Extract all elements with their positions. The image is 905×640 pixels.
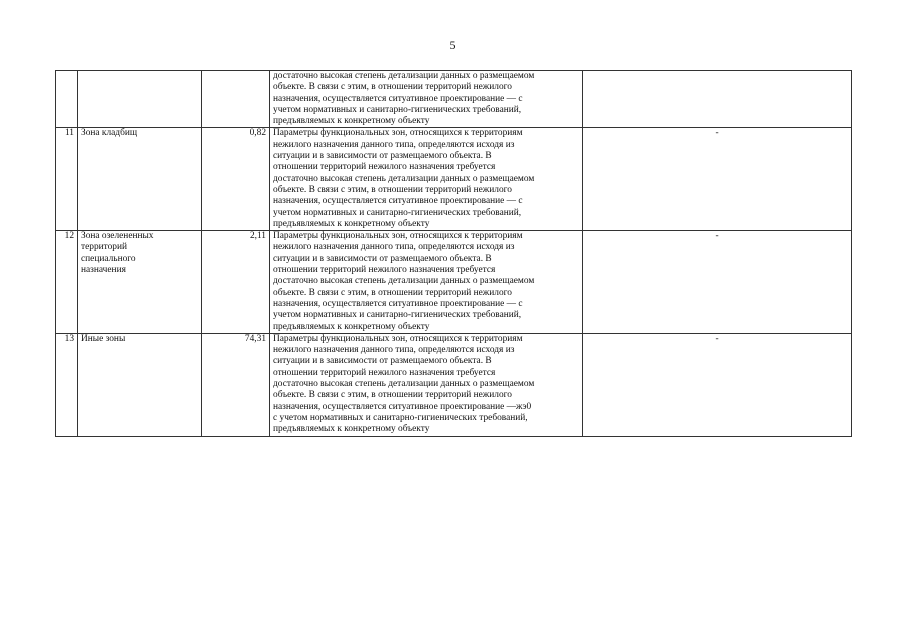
zone-extra — [583, 71, 852, 128]
functional-zones-table — [55, 70, 852, 437]
zone-name: Зона озелененных территорий специального назначения — [78, 231, 202, 334]
row-number: 12 — [56, 231, 78, 334]
row-number: 11 — [56, 128, 78, 231]
zone-area: 74,31 — [202, 333, 270, 436]
zone-area — [202, 71, 270, 128]
zone-name: Зона кладбищ — [78, 128, 202, 231]
zone-extra: - — [583, 128, 852, 231]
table-row — [56, 71, 852, 128]
table-row — [56, 128, 852, 231]
zone-parameters: достаточно высокая степень детализации данных о размещаемом объекте. В связи с этим, в отношении территорий нежилого назначения, осуществляется ситуативное проектирование — с учетом нормативных и санитарно-гигиенических требований, предъявляемых к конкретному объекту — [270, 71, 583, 128]
row-number: 13 — [56, 333, 78, 436]
zone-name: Иные зоны — [78, 333, 202, 436]
zone-name — [78, 71, 202, 128]
table-row — [56, 231, 852, 334]
zone-area: 2,11 — [202, 231, 270, 334]
zone-parameters: Параметры функциональных зон, относящихся к территориям нежилого назначения данного типа, определяются исходя из ситуации и в зависимости от размещаемого объекта. В отношении территорий нежилого назначения требуется достаточно высокая степень детализации данных о размещаемом объекте. В связи с этим, в отношении территорий нежилого назначения, осуществляется ситуативное проектирование — с учетом нормативных и санитарно-гигиенических требований, предъявляемых к конкретному объекту — [270, 231, 583, 334]
zone-parameters: Параметры функциональных зон, относящихся к территориям нежилого назначения данного типа, определяются исходя из ситуации и в зависимости от размещаемого объекта. В отношении территорий нежилого назначения требуется достаточно высокая степень детализации данных о размещаемом объекте. В связи с этим, в отношении территорий нежилого назначения, осуществляется ситуативное проектирование — с учетом нормативных и санитарно-гигиенических требований, предъявляемых к конкретному объекту — [270, 128, 583, 231]
table-row — [56, 333, 852, 436]
zone-extra: - — [583, 231, 852, 334]
page-number: 5 — [449, 38, 456, 52]
zone-parameters: Параметры функциональных зон, относящихся к территориям нежилого назначения данного типа, определяются исходя из ситуации и в зависимости от размещаемого объекта. В отношении территорий нежилого назначения требуется достаточно высокая степень детализации данных о размещаемом объекте. В связи с этим, в отношении территорий нежилого назначения, осуществляется ситуативное проектирование —жэ0 с учетом нормативных и санитарно-гигиенических требований, предъявляемых к конкретному объекту — [270, 333, 583, 436]
zone-area: 0,82 — [202, 128, 270, 231]
zone-extra: - — [583, 333, 852, 436]
row-number — [56, 71, 78, 128]
